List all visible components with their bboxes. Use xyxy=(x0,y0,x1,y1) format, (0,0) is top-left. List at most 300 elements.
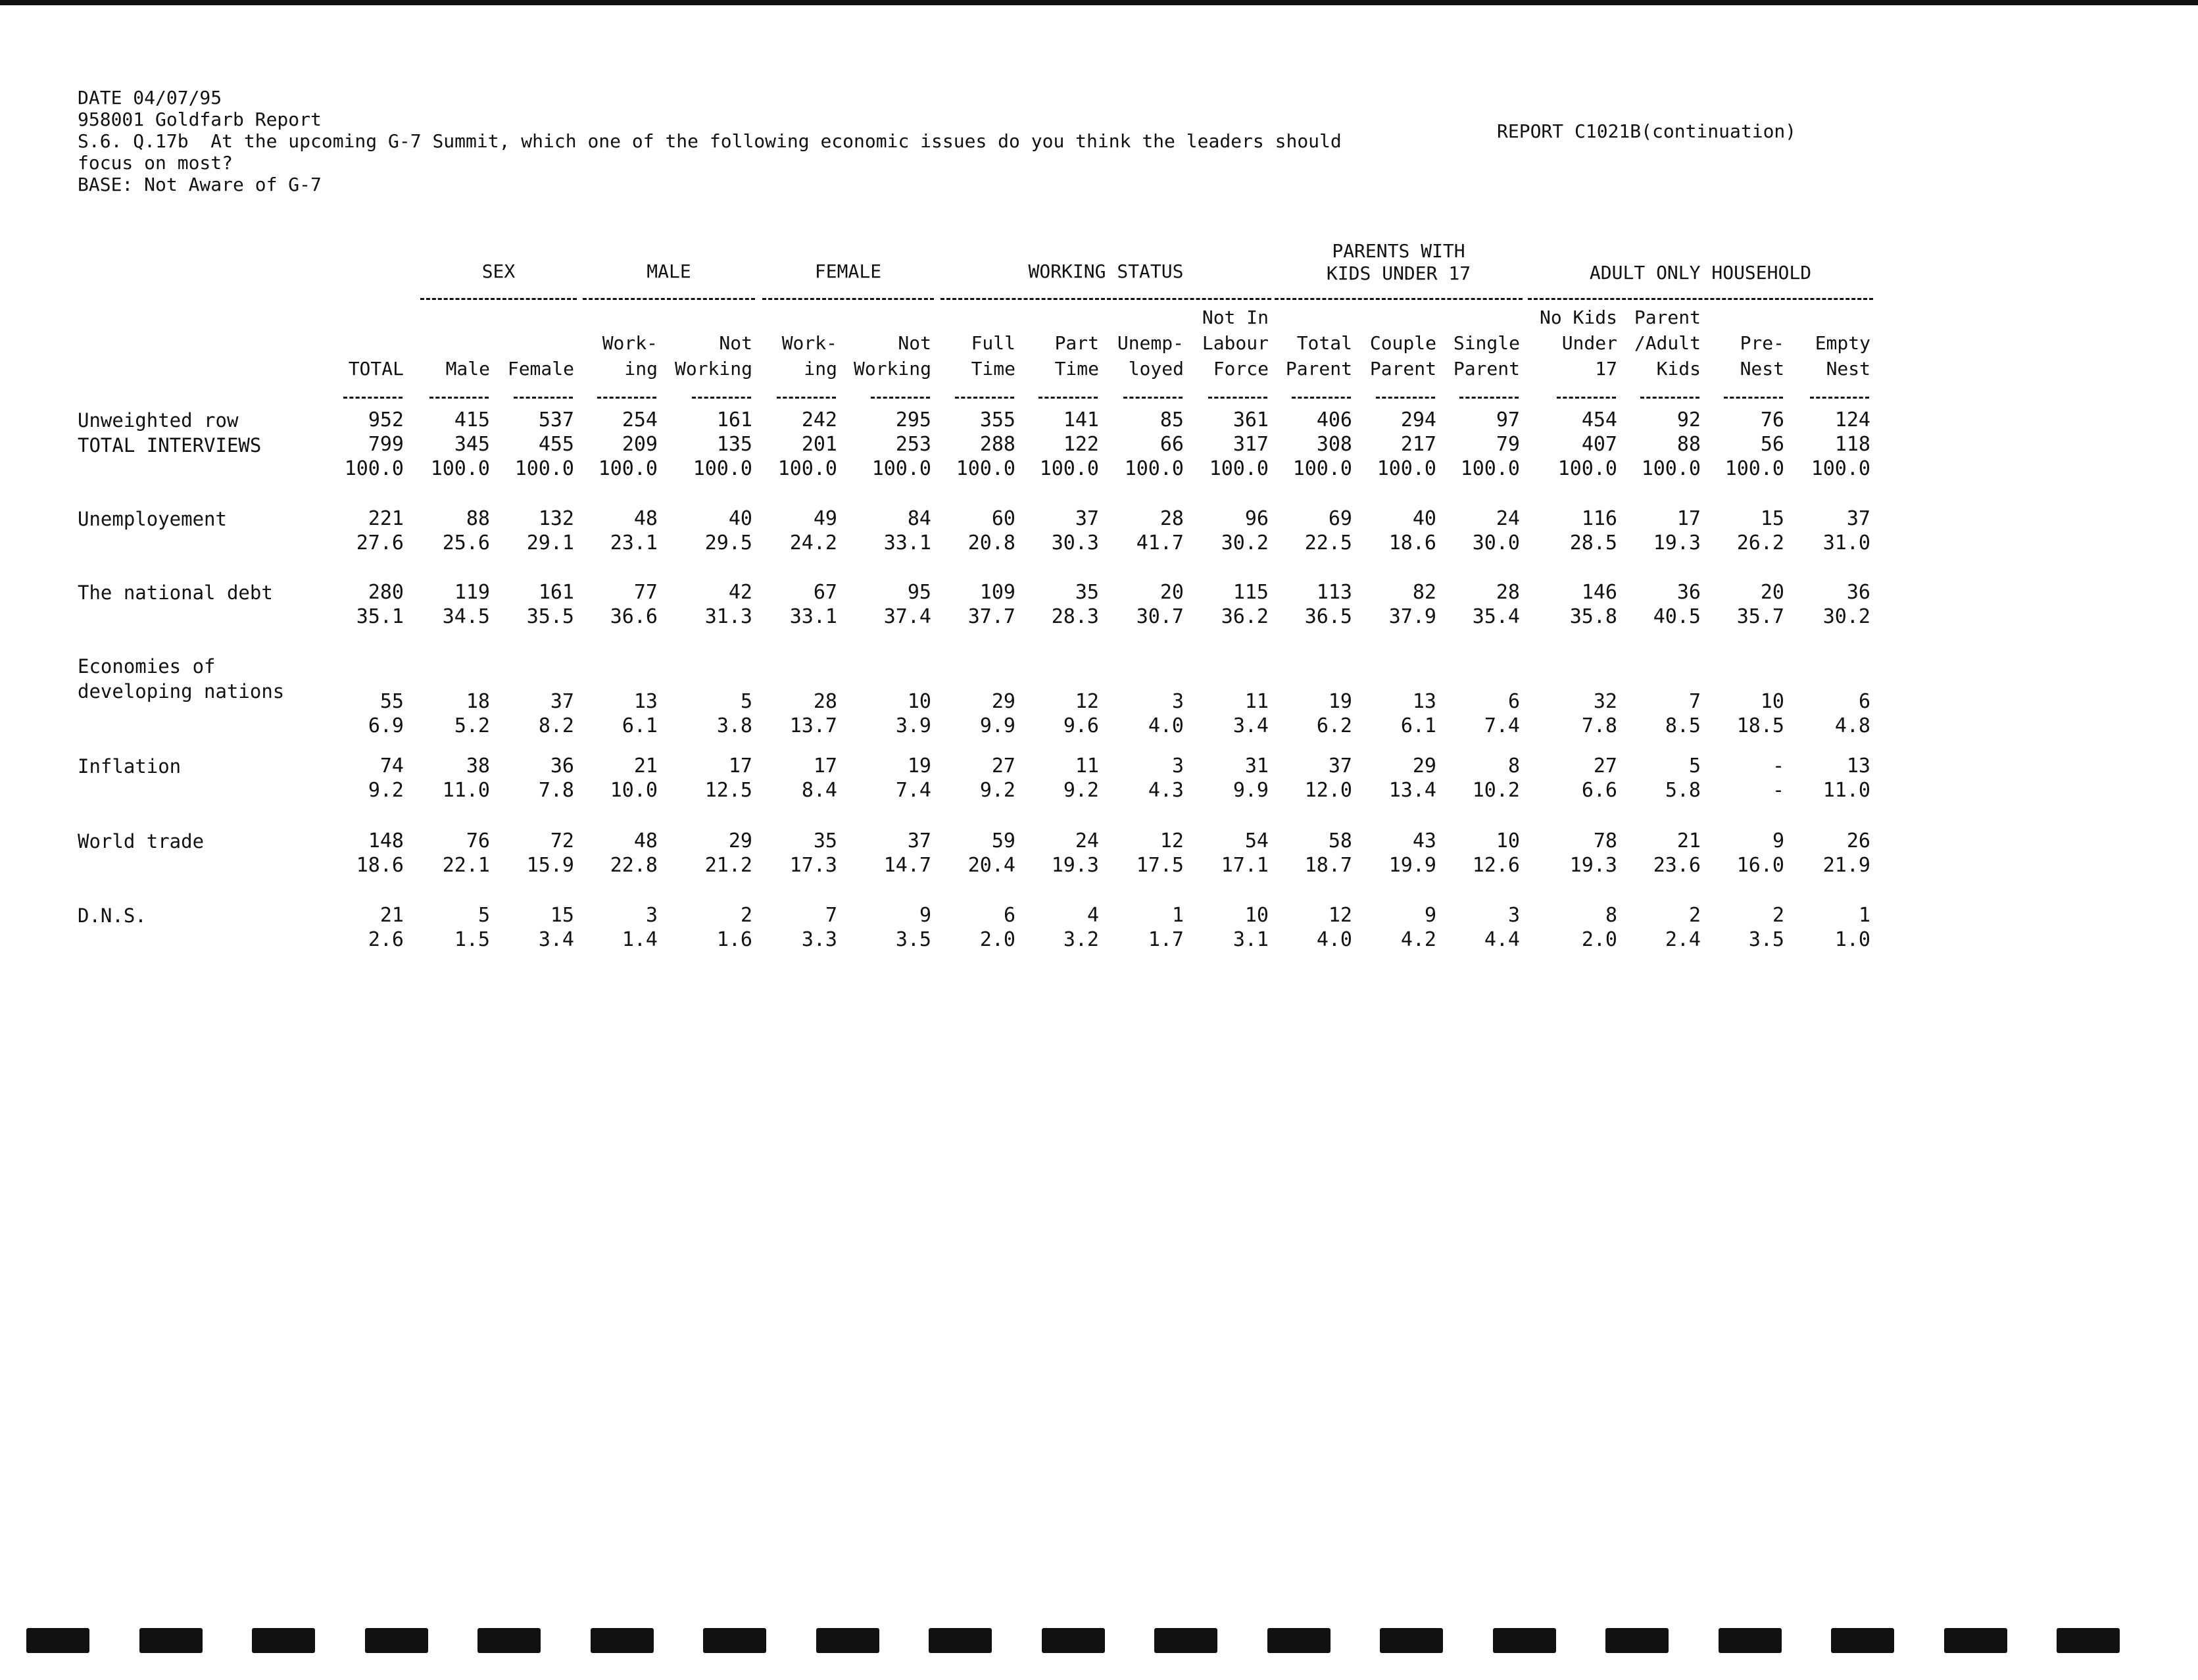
table-cell: 48 xyxy=(633,829,658,852)
table-cell: 9 xyxy=(1772,829,1784,852)
timing-mark xyxy=(1042,1628,1105,1653)
column-header-rule xyxy=(514,397,573,399)
table-cell: 19.9 xyxy=(1388,854,1436,877)
column-header-rule xyxy=(955,397,1014,399)
table-cell: 100.0 xyxy=(514,457,574,480)
table-cell: 29 xyxy=(991,690,1015,713)
table-cell: 100.0 xyxy=(1292,457,1352,480)
column-header-rule xyxy=(1038,397,1098,399)
column-header-rule xyxy=(1459,397,1519,399)
table-cell: 4.3 xyxy=(1148,779,1184,802)
column-header-rule xyxy=(871,397,930,399)
table-cell: 2 xyxy=(1688,904,1701,927)
table-cell: 161 xyxy=(538,581,574,604)
table-cell: 22.8 xyxy=(610,854,658,877)
scan-top-edge xyxy=(0,0,2198,5)
table-cell: 92 xyxy=(1676,408,1701,432)
row-label: Unemployement xyxy=(78,508,227,530)
timing-mark xyxy=(252,1628,315,1653)
table-cell: 35.7 xyxy=(1736,605,1784,628)
table-cell: 40 xyxy=(728,507,752,530)
table-cell: 217 xyxy=(1400,433,1436,456)
table-cell: 15 xyxy=(1760,507,1784,530)
column-header: Female xyxy=(507,358,574,380)
table-cell: 36.2 xyxy=(1221,605,1269,628)
table-cell: 24 xyxy=(1496,507,1520,530)
group-header-rule xyxy=(762,298,934,300)
table-cell: 37.4 xyxy=(883,605,931,628)
table-cell: 37 xyxy=(1075,507,1099,530)
table-cell: - xyxy=(1772,754,1784,778)
table-cell: 8.4 xyxy=(801,779,837,802)
table-cell: 48 xyxy=(633,507,658,530)
table-cell: 5.2 xyxy=(454,714,490,737)
table-cell: 69 xyxy=(1328,507,1352,530)
table-cell: 13.4 xyxy=(1388,779,1436,802)
table-cell: 116 xyxy=(1581,507,1617,530)
table-cell: 13.7 xyxy=(789,714,837,737)
table-cell: 11.0 xyxy=(442,779,490,802)
table-cell: 77 xyxy=(633,581,658,604)
table-cell: 37 xyxy=(1846,507,1870,530)
table-cell: 221 xyxy=(368,507,404,530)
table-cell: 345 xyxy=(454,433,490,456)
table-cell: 14.7 xyxy=(883,854,931,877)
table-cell: 72 xyxy=(550,829,574,852)
table-cell: 20 xyxy=(1160,581,1184,604)
table-cell: 294 xyxy=(1400,408,1436,432)
table-cell: 11 xyxy=(1244,690,1269,713)
table-cell: 12.5 xyxy=(704,779,752,802)
table-cell: 38 xyxy=(466,754,490,778)
table-cell: 288 xyxy=(979,433,1015,456)
column-header: Not Working xyxy=(853,332,931,380)
group-header: ADULT ONLY HOUSEHOLD xyxy=(1589,262,1812,284)
table-cell: 21 xyxy=(633,754,658,778)
column-header: Work- ing xyxy=(602,332,658,380)
table-cell: 56 xyxy=(1760,433,1784,456)
table-cell: 40.5 xyxy=(1653,605,1701,628)
timing-mark xyxy=(591,1628,654,1653)
table-cell: 21.2 xyxy=(704,854,752,877)
column-header-rule xyxy=(1640,397,1699,399)
table-cell: 18.5 xyxy=(1736,714,1784,737)
table-cell: 1.0 xyxy=(1834,928,1870,951)
table-cell: 9.2 xyxy=(979,779,1015,802)
table-cell: - xyxy=(1772,779,1784,802)
column-header: Not In Labour Force xyxy=(1202,307,1269,380)
table-cell: 254 xyxy=(622,408,658,432)
table-cell: 146 xyxy=(1581,581,1617,604)
table-cell: 3 xyxy=(645,904,658,927)
table-cell: 37.9 xyxy=(1388,605,1436,628)
table-cell: 84 xyxy=(907,507,931,530)
table-cell: 6.1 xyxy=(1400,714,1436,737)
table-cell: 2.4 xyxy=(1665,928,1701,951)
timing-mark xyxy=(1493,1628,1556,1653)
column-header-rule xyxy=(1292,397,1351,399)
table-cell: 3.5 xyxy=(895,928,931,951)
table-cell: 18 xyxy=(466,690,490,713)
column-header: Not Working xyxy=(674,332,752,380)
column-header-rule xyxy=(692,397,751,399)
timing-mark xyxy=(26,1628,89,1653)
table-cell: 95 xyxy=(907,581,931,604)
table-cell: 23.6 xyxy=(1653,854,1701,877)
table-cell: 27 xyxy=(1593,754,1617,778)
column-header-rule xyxy=(1724,397,1783,399)
table-cell: 29 xyxy=(728,829,752,852)
timing-mark xyxy=(1267,1628,1331,1653)
table-cell: 2.6 xyxy=(368,928,404,951)
table-cell: 20.4 xyxy=(967,854,1015,877)
table-cell: 66 xyxy=(1160,433,1184,456)
table-cell: 29.1 xyxy=(526,531,574,555)
table-cell: 15 xyxy=(550,904,574,927)
table-cell: 24.2 xyxy=(789,531,837,555)
table-cell: 78 xyxy=(1593,829,1617,852)
table-cell: 4.0 xyxy=(1316,928,1352,951)
table-cell: 7.8 xyxy=(538,779,574,802)
table-cell: 74 xyxy=(379,754,404,778)
column-header-rule xyxy=(1810,397,1869,399)
table-cell: 31.3 xyxy=(704,605,752,628)
timing-mark xyxy=(816,1628,879,1653)
row-label: Unweighted row TOTAL INTERVIEWS xyxy=(78,409,262,457)
column-header: TOTAL xyxy=(348,358,404,380)
table-cell: 37 xyxy=(550,690,574,713)
table-cell: 28.5 xyxy=(1569,531,1617,555)
table-cell: 6 xyxy=(1858,690,1870,713)
column-header-rule xyxy=(1376,397,1435,399)
timing-mark xyxy=(2057,1628,2120,1653)
table-cell: 8 xyxy=(1507,754,1520,778)
table-cell: 100.0 xyxy=(1811,457,1870,480)
table-cell: 17.5 xyxy=(1136,854,1184,877)
table-cell: 10.2 xyxy=(1472,779,1520,802)
timing-mark xyxy=(1380,1628,1443,1653)
column-header-rule xyxy=(597,397,656,399)
table-cell: 19 xyxy=(907,754,931,778)
table-cell: 209 xyxy=(622,433,658,456)
table-cell: 10.0 xyxy=(610,779,658,802)
column-header: Total Parent xyxy=(1285,332,1352,380)
group-header-rule xyxy=(420,298,577,300)
timing-mark xyxy=(1831,1628,1894,1653)
table-cell: 36 xyxy=(1846,581,1870,604)
table-cell: 242 xyxy=(801,408,837,432)
table-cell: 19.3 xyxy=(1569,854,1617,877)
timing-mark xyxy=(1154,1628,1217,1653)
table-cell: 6 xyxy=(1003,904,1015,927)
table-cell: 115 xyxy=(1233,581,1269,604)
question-text-line-2: focus on most? xyxy=(78,152,233,174)
table-cell: 9.9 xyxy=(979,714,1015,737)
table-cell: 5 xyxy=(477,904,490,927)
table-cell: 4.4 xyxy=(1484,928,1520,951)
table-cell: 9.6 xyxy=(1063,714,1099,737)
table-cell: 18.7 xyxy=(1304,854,1352,877)
table-cell: 1 xyxy=(1858,904,1870,927)
table-cell: 5.8 xyxy=(1665,779,1701,802)
table-cell: 97 xyxy=(1496,408,1520,432)
table-cell: 82 xyxy=(1412,581,1436,604)
table-cell: 952 xyxy=(368,408,404,432)
table-cell: 12.0 xyxy=(1304,779,1352,802)
table-cell: 537 xyxy=(538,408,574,432)
table-cell: 9 xyxy=(919,904,931,927)
table-cell: 5 xyxy=(1688,754,1701,778)
table-cell: 100.0 xyxy=(344,457,404,480)
column-header: No Kids Under 17 xyxy=(1539,307,1617,380)
column-header: Empty Nest xyxy=(1815,332,1870,380)
column-header: Work- ing xyxy=(781,332,837,380)
table-cell: 2 xyxy=(1772,904,1784,927)
table-cell: 9.9 xyxy=(1233,779,1269,802)
table-cell: 5 xyxy=(740,690,752,713)
table-cell: 4.8 xyxy=(1834,714,1870,737)
table-cell: 17.3 xyxy=(789,854,837,877)
report-project: 958001 Goldfarb Report xyxy=(78,109,322,130)
timing-marks xyxy=(0,1628,2198,1658)
table-cell: 31.0 xyxy=(1822,531,1870,555)
table-cell: 3.8 xyxy=(716,714,752,737)
column-header: Single Parent xyxy=(1453,332,1520,380)
table-cell: 33.1 xyxy=(789,605,837,628)
table-cell: 12.6 xyxy=(1472,854,1520,877)
table-cell: 253 xyxy=(895,433,931,456)
table-cell: 35 xyxy=(813,829,837,852)
table-cell: 13 xyxy=(1846,754,1870,778)
table-cell: 18.6 xyxy=(1388,531,1436,555)
table-cell: 100.0 xyxy=(871,457,931,480)
table-cell: 100.0 xyxy=(956,457,1015,480)
table-cell: 100.0 xyxy=(1641,457,1701,480)
table-cell: 59 xyxy=(991,829,1015,852)
table-cell: 36 xyxy=(550,754,574,778)
table-cell: 28 xyxy=(1496,581,1520,604)
group-header: MALE xyxy=(647,260,691,282)
table-cell: 3.2 xyxy=(1063,928,1099,951)
table-cell: 100.0 xyxy=(1124,457,1184,480)
table-cell: 9.2 xyxy=(1063,779,1099,802)
table-cell: 7.4 xyxy=(1484,714,1520,737)
table-cell: 40 xyxy=(1412,507,1436,530)
column-header: Pre- Nest xyxy=(1740,332,1784,380)
table-cell: 22.1 xyxy=(442,854,490,877)
table-cell: 135 xyxy=(716,433,752,456)
column-header-rule xyxy=(777,397,836,399)
table-cell: 29 xyxy=(1412,754,1436,778)
table-cell: 18.6 xyxy=(356,854,404,877)
table-cell: 13 xyxy=(1412,690,1436,713)
table-cell: 17 xyxy=(728,754,752,778)
table-cell: 280 xyxy=(368,581,404,604)
table-cell: 20 xyxy=(1760,581,1784,604)
column-header-rule xyxy=(429,397,489,399)
table-cell: 67 xyxy=(813,581,837,604)
table-cell: 100.0 xyxy=(1377,457,1436,480)
table-cell: 122 xyxy=(1063,433,1099,456)
table-cell: 17 xyxy=(1676,507,1701,530)
table-cell: 22.5 xyxy=(1304,531,1352,555)
table-cell: 36 xyxy=(1676,581,1701,604)
timing-mark xyxy=(929,1628,992,1653)
column-header-rule xyxy=(343,397,403,399)
table-cell: 43 xyxy=(1412,829,1436,852)
table-cell: 6.9 xyxy=(368,714,404,737)
question-text-line-1: S.6. Q.17b At the upcoming G-7 Summit, which one of the following economic issues do you think the leaders should xyxy=(78,130,1342,152)
table-cell: 6 xyxy=(1507,690,1520,713)
column-header: Part Time xyxy=(1054,332,1099,380)
table-cell: 21 xyxy=(379,904,404,927)
row-label: World trade xyxy=(78,830,205,852)
table-cell: 1 xyxy=(1171,904,1184,927)
table-cell: 36.6 xyxy=(610,605,658,628)
timing-mark xyxy=(365,1628,428,1653)
row-label: D.N.S. xyxy=(78,904,147,927)
column-header: Parent /Adult Kids xyxy=(1634,307,1701,380)
table-cell: 17.1 xyxy=(1221,854,1269,877)
table-cell: 132 xyxy=(538,507,574,530)
table-cell: 161 xyxy=(716,408,752,432)
table-cell: 28 xyxy=(1160,507,1184,530)
table-cell: 37.7 xyxy=(967,605,1015,628)
table-cell: 26 xyxy=(1846,829,1870,852)
row-label: The national debt xyxy=(78,581,273,604)
column-header-rule xyxy=(1557,397,1616,399)
timing-mark xyxy=(1605,1628,1669,1653)
table-cell: 58 xyxy=(1328,829,1352,852)
table-cell: 21 xyxy=(1676,829,1701,852)
table-cell: 24 xyxy=(1075,829,1099,852)
table-cell: 3.3 xyxy=(801,928,837,951)
table-cell: 295 xyxy=(895,408,931,432)
table-cell: 3 xyxy=(1171,754,1184,778)
group-header-rule xyxy=(940,298,1271,300)
table-cell: 6.1 xyxy=(622,714,658,737)
table-cell: 8.5 xyxy=(1665,714,1701,737)
table-cell: 31 xyxy=(1244,754,1269,778)
table-cell: 2.0 xyxy=(1581,928,1617,951)
table-cell: 317 xyxy=(1233,433,1269,456)
column-header-rule xyxy=(1208,397,1267,399)
table-cell: 8 xyxy=(1605,904,1617,927)
table-cell: 1.7 xyxy=(1148,928,1184,951)
table-cell: 60 xyxy=(991,507,1015,530)
table-cell: 1.4 xyxy=(622,928,658,951)
column-header: Couple Parent xyxy=(1369,332,1436,380)
table-cell: 141 xyxy=(1063,408,1099,432)
table-cell: 76 xyxy=(466,829,490,852)
table-cell: 100.0 xyxy=(693,457,752,480)
table-cell: 4 xyxy=(1087,904,1099,927)
group-header: FEMALE xyxy=(814,260,882,282)
table-cell: 37 xyxy=(907,829,931,852)
table-cell: 16.0 xyxy=(1736,854,1784,877)
table-cell: 799 xyxy=(368,433,404,456)
table-cell: 100.0 xyxy=(430,457,490,480)
table-cell: 35.5 xyxy=(526,605,574,628)
group-header-rule xyxy=(1275,298,1523,300)
table-cell: 100.0 xyxy=(598,457,658,480)
table-cell: 30.7 xyxy=(1136,605,1184,628)
table-cell: 4.2 xyxy=(1400,928,1436,951)
table-cell: 100.0 xyxy=(1724,457,1784,480)
table-cell: 3.4 xyxy=(1233,714,1269,737)
table-cell: 355 xyxy=(979,408,1015,432)
table-cell: 30.0 xyxy=(1472,531,1520,555)
group-header: PARENTS WITH KIDS UNDER 17 xyxy=(1326,240,1471,284)
table-cell: 119 xyxy=(454,581,490,604)
table-cell: 10 xyxy=(1496,829,1520,852)
table-cell: 3.4 xyxy=(538,928,574,951)
table-cell: 27.6 xyxy=(356,531,404,555)
table-cell: 12 xyxy=(1160,829,1184,852)
timing-mark xyxy=(139,1628,203,1653)
table-cell: 33.1 xyxy=(883,531,931,555)
table-cell: 36.5 xyxy=(1304,605,1352,628)
table-cell: 100.0 xyxy=(777,457,837,480)
table-cell: 85 xyxy=(1160,408,1184,432)
table-cell: 4.0 xyxy=(1148,714,1184,737)
table-cell: 113 xyxy=(1316,581,1352,604)
table-cell: 28 xyxy=(813,690,837,713)
table-cell: 100.0 xyxy=(1209,457,1269,480)
table-cell: 2 xyxy=(740,904,752,927)
timing-mark xyxy=(1719,1628,1782,1653)
table-cell: 201 xyxy=(801,433,837,456)
table-cell: 1.5 xyxy=(454,928,490,951)
table-cell: 7 xyxy=(825,904,837,927)
table-cell: 15.9 xyxy=(526,854,574,877)
table-cell: 21.9 xyxy=(1822,854,1870,877)
column-header: Unemp- loyed xyxy=(1117,332,1184,380)
table-cell: 28.3 xyxy=(1051,605,1099,628)
table-cell: 10 xyxy=(907,690,931,713)
table-cell: 96 xyxy=(1244,507,1269,530)
timing-mark xyxy=(703,1628,766,1653)
table-cell: 2.0 xyxy=(979,928,1015,951)
table-cell: 415 xyxy=(454,408,490,432)
table-cell: 30.3 xyxy=(1051,531,1099,555)
table-cell: 3.1 xyxy=(1233,928,1269,951)
table-cell: 124 xyxy=(1834,408,1870,432)
timing-mark xyxy=(1944,1628,2007,1653)
table-cell: 100.0 xyxy=(1039,457,1099,480)
table-cell: 20.8 xyxy=(967,531,1015,555)
table-cell: 30.2 xyxy=(1221,531,1269,555)
table-cell: 29.5 xyxy=(704,531,752,555)
table-cell: 10 xyxy=(1760,690,1784,713)
timing-mark xyxy=(477,1628,541,1653)
table-cell: 49 xyxy=(813,507,837,530)
table-cell: 7 xyxy=(1688,690,1701,713)
report-date: DATE 04/07/95 xyxy=(78,87,222,109)
table-cell: 455 xyxy=(538,433,574,456)
report-id: REPORT C1021B(continuation) xyxy=(1497,120,1797,142)
table-cell: 3.5 xyxy=(1748,928,1784,951)
table-cell: 13 xyxy=(633,690,658,713)
table-cell: 35.4 xyxy=(1472,605,1520,628)
column-header-rule xyxy=(1123,397,1183,399)
table-cell: 406 xyxy=(1316,408,1352,432)
group-header-rule xyxy=(583,298,755,300)
table-cell: 35.1 xyxy=(356,605,404,628)
table-cell: 26.2 xyxy=(1736,531,1784,555)
table-cell: 454 xyxy=(1581,408,1617,432)
table-cell: 3 xyxy=(1171,690,1184,713)
